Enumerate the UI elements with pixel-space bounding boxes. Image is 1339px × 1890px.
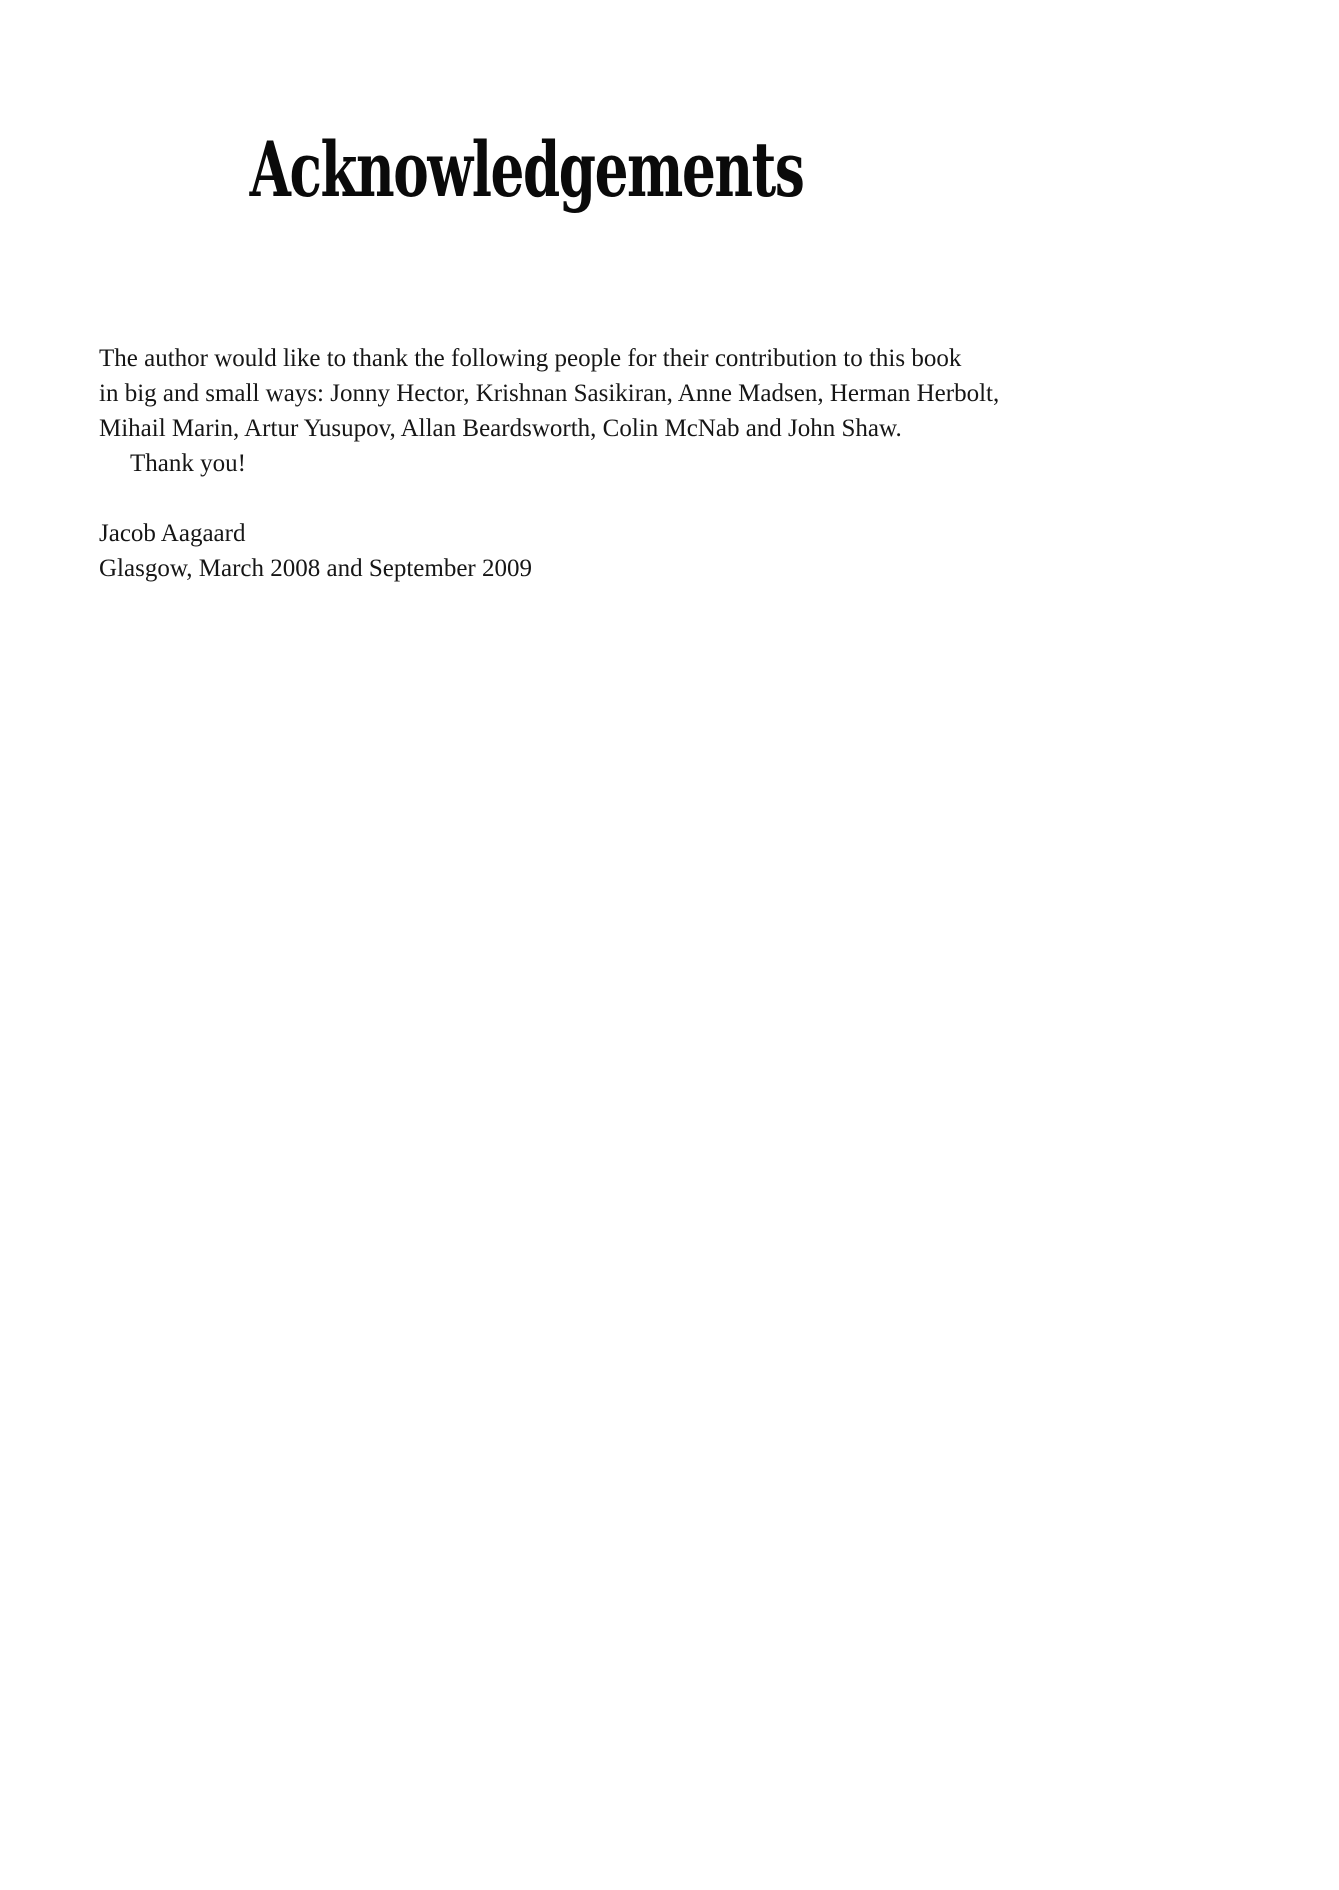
paragraph-line-3: Mihail Marin, Artur Yusupov, Allan Beardsworth, Colin McNab and John Shaw. [99, 415, 902, 442]
thank-you-text: Thank you! [130, 450, 246, 477]
paragraph-line-2: in big and small ways: Jonny Hector, Krishnan Sasikiran, Anne Madsen, Herman Herbolt, [99, 380, 1000, 407]
title-container [99, 125, 955, 214]
signature-author-name: Jacob Aagaard [99, 520, 246, 547]
acknowledgements-paragraph [99, 341, 1000, 481]
acknowledgements-body [99, 341, 1000, 586]
signature-block [99, 516, 955, 586]
book-page [99, 0, 1000, 1890]
page-title: Acknowledgements [250, 125, 804, 214]
paragraph-line-1: The author would like to thank the following people for their contribution to this book [99, 345, 962, 372]
signature-place-date: Glasgow, March 2008 and September 2009 [99, 555, 533, 582]
